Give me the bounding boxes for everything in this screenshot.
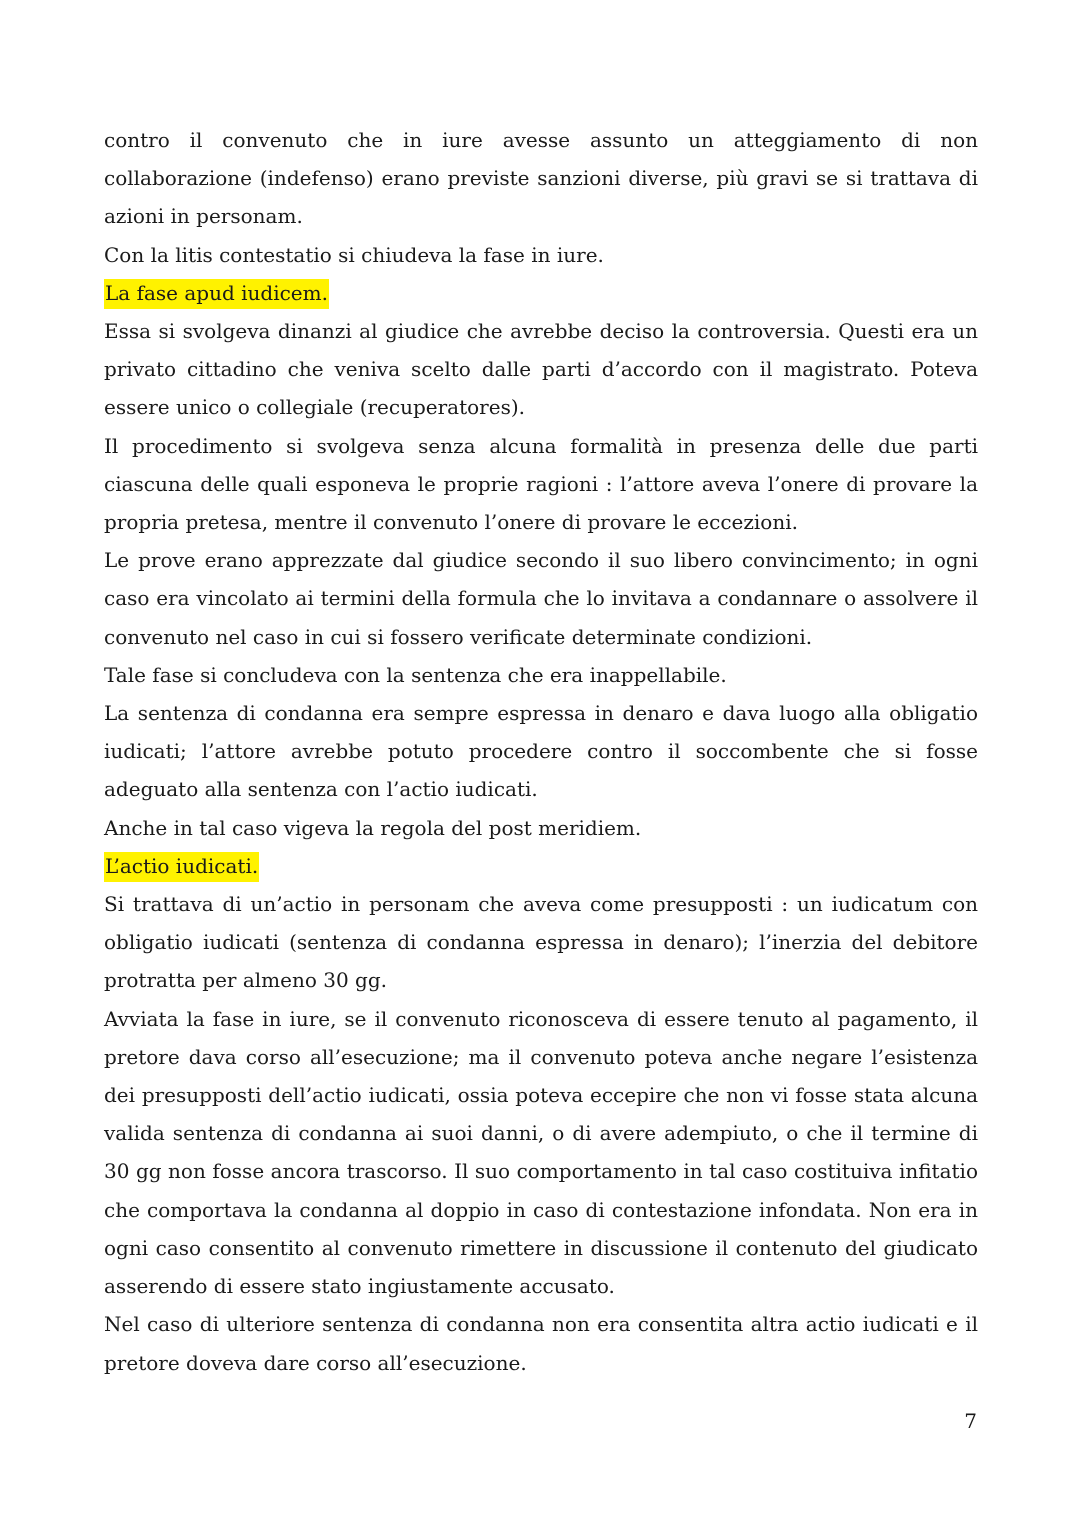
section-heading-wrapper [104, 274, 978, 312]
paragraph: La sentenza di condanna era sempre espressa in denaro e dava luogo alla obligatio iudicati; l’attore avrebbe potuto procedere contro il soccombente che si fosse adeguato alla sentenza con l’actio iudicati. [104, 701, 978, 802]
paragraph: Avviata la fase in iure, se il convenuto riconosceva di essere tenuto al pagamento, il pretore dava corso all’esecuzione; ma il convenuto poteva anche negare l’esistenza dei presupposti dell’actio iudicati, ossia poteva eccepire che non vi fosse stata alcuna valida sentenza di condanna ai suoi danni, o di avere adempiuto, o che il termine di 30 gg non fosse ancora trascorso. Il suo comportamento in tal caso costituiva infitatio che comportava la condanna al doppio in caso di contestazione infondata. Non era in ogni caso consentito al convenuto rimettere in discussione il contenuto del giudicato asserendo di essere stato ingiustamente accusato. [104, 1006, 978, 1299]
page-body [104, 121, 978, 1382]
paragraph: Le prove erano apprezzate dal giudice secondo il suo libero convincimento; in ogni caso era vincolato ai termini della formula che lo invitava a condannare o assolvere il convenuto nel caso in cui si fossero verificate determinate condizioni. [104, 548, 978, 649]
section-heading-wrapper [104, 847, 978, 885]
paragraph: Si trattava di un’actio in personam che aveva come presupposti : un iudicatum con obligatio iudicati (sentenza di condanna espressa in denaro); l’inerzia del debitore protratta per almeno 30 gg. [104, 892, 978, 993]
paragraph: contro il convenuto che in iure avesse assunto un atteggiamento di non collaborazione (indefenso) erano previste sanzioni diverse, più gravi se si trattava di azioni in personam. [104, 128, 978, 229]
paragraph: Nel caso di ulteriore sentenza di condanna non era consentita altra actio iudicati e il pretore doveva dare corso all’esecuzione. [104, 1312, 978, 1375]
paragraph: Tale fase si concludeva con la sentenza che era inappellabile. [104, 662, 727, 687]
section-heading-apud-iudicem: La fase apud iudicem. [104, 279, 329, 309]
section-heading-actio-iudicati: L’actio iudicati. [104, 852, 259, 882]
page-number: 7 [964, 1409, 977, 1433]
paragraph: Con la litis contestatio si chiudeva la fase in iure. [104, 242, 604, 267]
paragraph: Anche in tal caso vigeva la regola del post meridiem. [104, 815, 642, 840]
paragraph: Il procedimento si svolgeva senza alcuna formalità in presenza delle due parti ciascuna delle quali esponeva le proprie ragioni : l’attore aveva l’onere di provare la propria pretesa, mentre il convenuto l’onere di provare le eccezioni. [104, 433, 978, 535]
paragraph: Essa si svolgeva dinanzi al giudice che avrebbe deciso la controversia. Questi era un privato cittadino che veniva scelto dalle parti d’accordo con il magistrato. Poteva essere unico o collegiale (recuperatores). [104, 319, 978, 420]
